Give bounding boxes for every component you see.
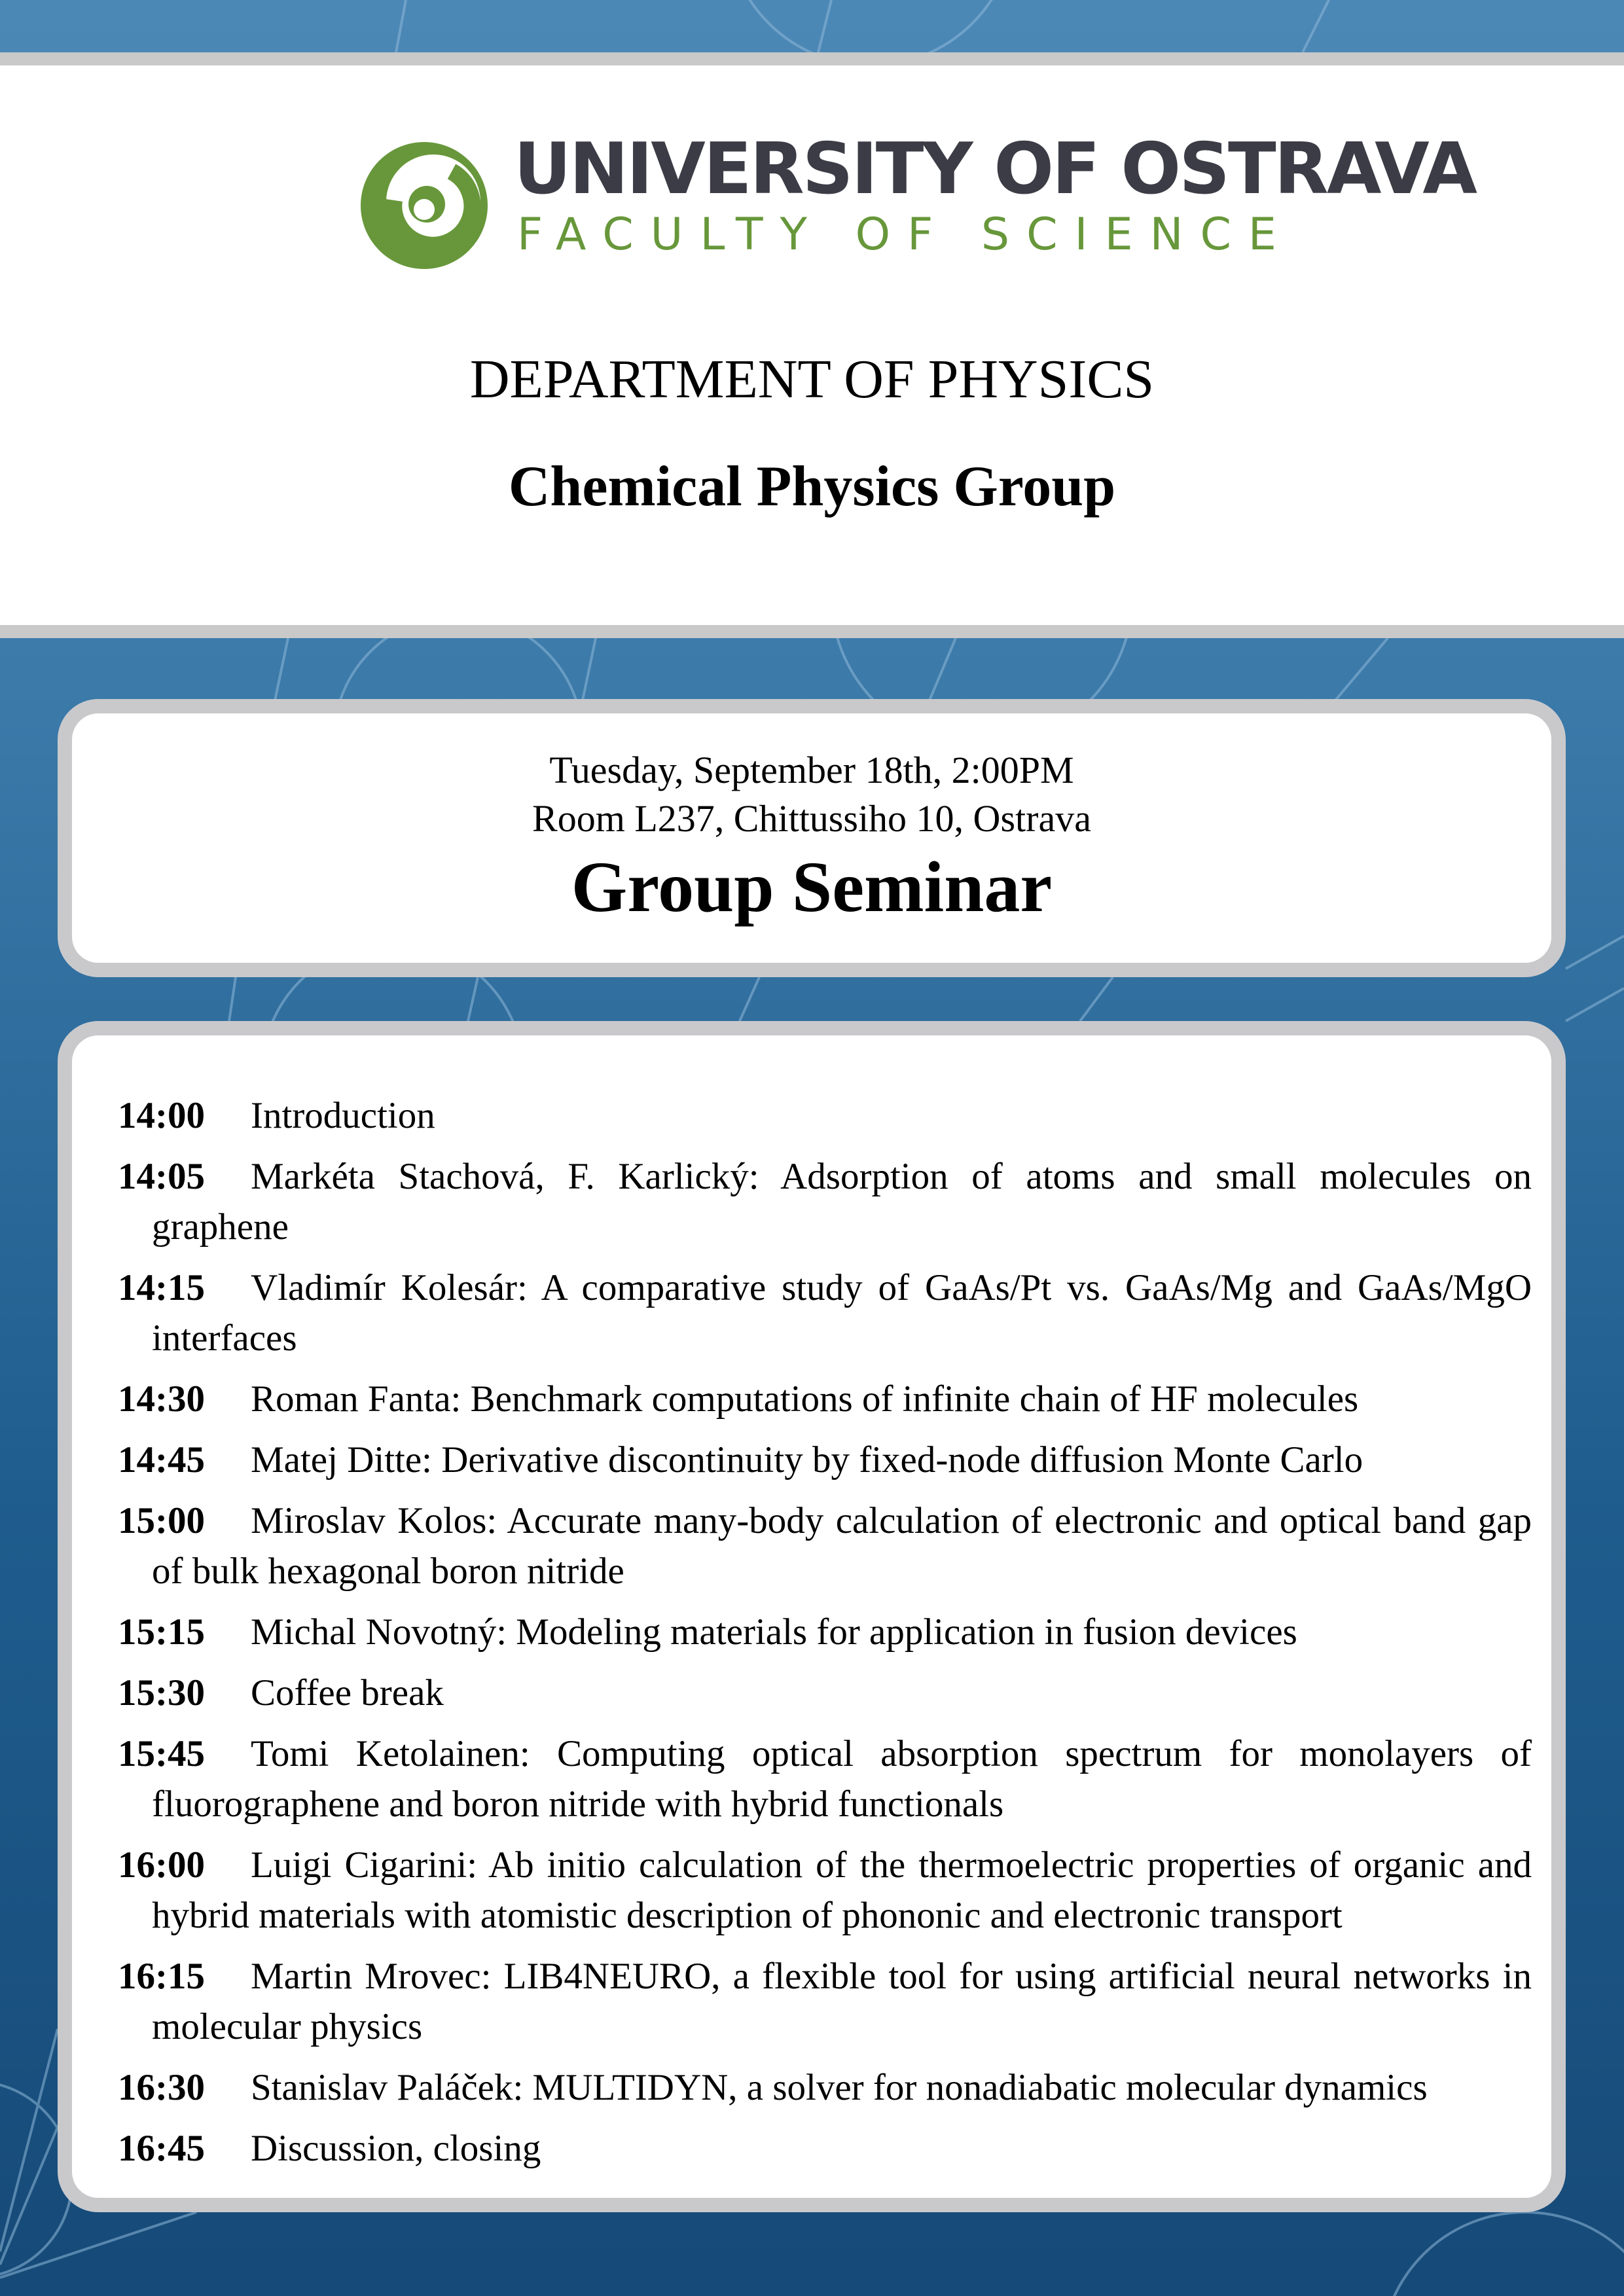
schedule-row bbox=[118, 2123, 1532, 2174]
schedule-text: Stanislav Paláček: MULTIDYN, a solver for nonadiabatic molecular dynamics bbox=[250, 2067, 1428, 2108]
schedule-time: 16:45 bbox=[118, 2128, 205, 2169]
schedule-time: 14:30 bbox=[118, 1378, 205, 1420]
schedule-time: 14:15 bbox=[118, 1267, 205, 1308]
university-name: UNIVERSITY OF OSTRAVA bbox=[514, 128, 1475, 210]
schedule-text: Roman Fanta: Benchmark computations of infinite chain of HF molecules bbox=[250, 1378, 1359, 1420]
schedule-time: 15:00 bbox=[118, 1500, 205, 1541]
schedule-row bbox=[118, 1840, 1532, 1941]
schedule-text: Michal Novotný: Modeling materials for application in fusion devices bbox=[250, 1611, 1297, 1653]
schedule-time: 15:30 bbox=[118, 1672, 205, 1713]
schedule-row bbox=[118, 1090, 1532, 1141]
schedule-row bbox=[118, 1668, 1532, 1718]
schedule-text: Vladimír Kolesár: A comparative study of GaAs/Pt vs. GaAs/Mg and GaAs/MgO interfaces bbox=[152, 1267, 1532, 1359]
schedule-time: 14:00 bbox=[118, 1095, 205, 1136]
schedule-row bbox=[118, 1435, 1532, 1485]
group-title: Chemical Physics Group bbox=[508, 455, 1116, 518]
schedule-text: Introduction bbox=[250, 1095, 435, 1136]
schedule-row bbox=[118, 1263, 1532, 1363]
schedule-row bbox=[118, 1496, 1532, 1596]
schedule-row bbox=[118, 1729, 1532, 1829]
schedule-text: Matej Ditte: Derivative discontinuity by fixed-node diffusion Monte Carlo bbox=[250, 1439, 1363, 1480]
event-date-time: Tuesday, September 18th, 2:00PM bbox=[549, 749, 1074, 791]
schedule-time: 15:15 bbox=[118, 1611, 205, 1653]
schedule-row bbox=[118, 1607, 1532, 1657]
event-title: Group Seminar bbox=[571, 847, 1053, 927]
schedule-text: Discussion, closing bbox=[250, 2128, 541, 2169]
schedule-text: Coffee break bbox=[250, 1672, 444, 1713]
schedule-time: 15:45 bbox=[118, 1733, 205, 1774]
schedule-time: 14:45 bbox=[118, 1439, 205, 1480]
department-title: DEPARTMENT OF PHYSICS bbox=[469, 349, 1155, 410]
schedule-time: 16:15 bbox=[118, 1956, 205, 1997]
event-room: Room L237, Chittussiho 10, Ostrava bbox=[532, 797, 1091, 840]
schedule-row bbox=[118, 1374, 1532, 1424]
schedule-row bbox=[118, 1951, 1532, 2052]
schedule-box bbox=[58, 1021, 1566, 2212]
schedule-row bbox=[118, 2062, 1532, 2113]
event-info-box bbox=[58, 699, 1566, 977]
schedule-text: Luigi Cigarini: Ab initio calculation of the thermoelectric properties of organic and hybrid materials with atomistic description of phononic and electronic transport bbox=[152, 1844, 1532, 1936]
schedule-time: 16:30 bbox=[118, 2067, 205, 2108]
schedule-text: Miroslav Kolos: Accurate many-body calculation of electronic and optical band gap of bulk hexagonal boron nitride bbox=[152, 1500, 1532, 1592]
faculty-name: FACULTY OF SCIENCE bbox=[517, 209, 1293, 260]
schedule-time: 16:00 bbox=[118, 1844, 205, 1886]
schedule-time: 14:05 bbox=[118, 1156, 205, 1197]
university-logo-icon bbox=[353, 137, 497, 272]
schedule-text: Martin Mrovec: LIB4NEURO, a flexible tool for using artificial neural networks in molecular physics bbox=[152, 1956, 1532, 2047]
schedule-text: Markéta Stachová, F. Karlický: Adsorption of atoms and small molecules on graphene bbox=[152, 1156, 1532, 1247]
schedule-row bbox=[118, 1151, 1532, 1252]
schedule-text: Tomi Ketolainen: Computing optical absorption spectrum for monolayers of fluorographene and boron nitride with hybrid functionals bbox=[152, 1733, 1532, 1825]
